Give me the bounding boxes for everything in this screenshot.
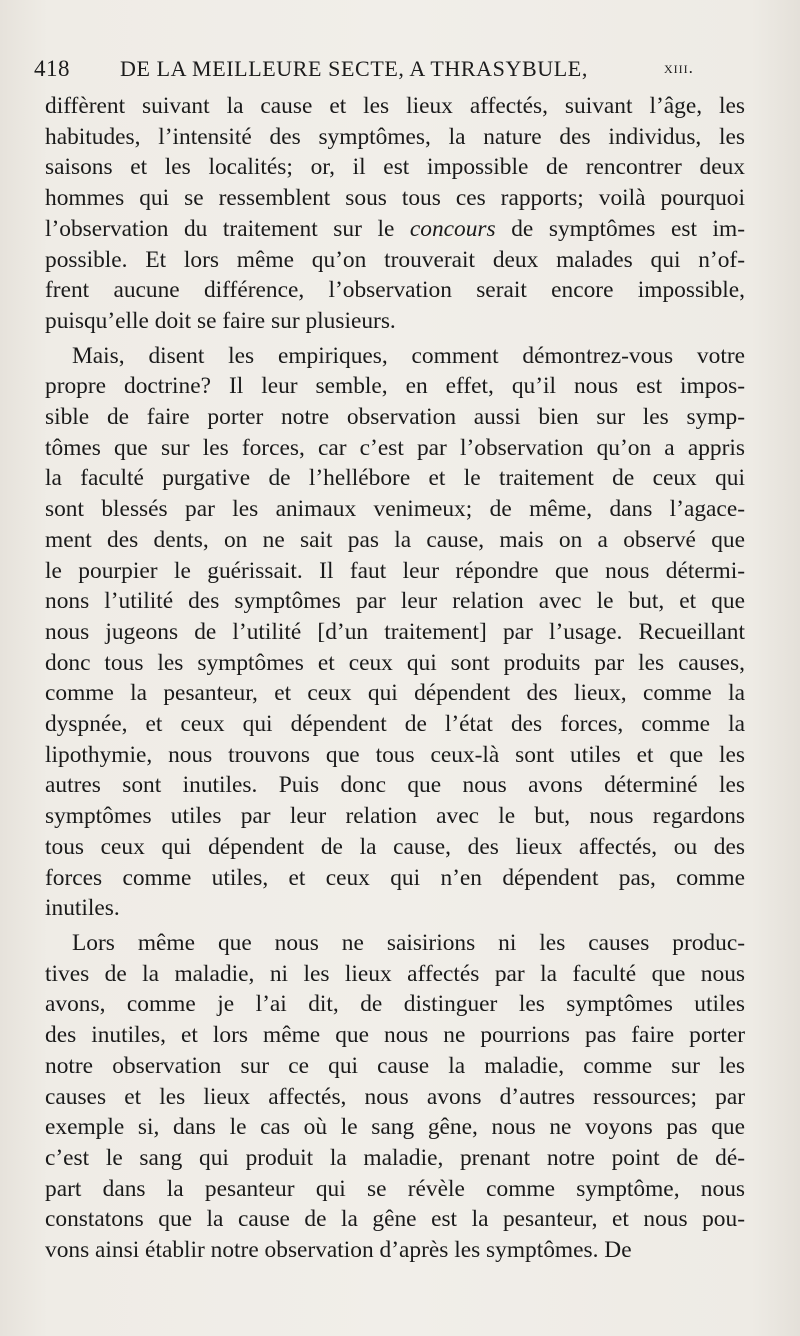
paragraph bbox=[45, 91, 745, 337]
text-line: frent aucune différence, l’observation serait encore impossible, bbox=[45, 277, 745, 304]
text-line: tives de la maladie, ni les lieux affectés par la faculté que nous bbox=[45, 960, 745, 987]
text-line: autres sont inutiles. Puis donc que nous avons déterminé les bbox=[45, 772, 745, 799]
text-line: comme la pesanteur, et ceux qui dépendent des lieux, comme la bbox=[45, 680, 745, 707]
chapter-number: xiii. bbox=[664, 58, 694, 77]
text-line: saisons et les localités; or, il est impossible de rencontrer deux bbox=[45, 154, 745, 181]
paragraph bbox=[45, 928, 745, 1266]
paragraph bbox=[45, 341, 745, 924]
text-line: nous jugeons de l’utilité [d’un traitement] par l’usage. Recueillant bbox=[45, 618, 745, 645]
text-line: tous ceux qui dépendent de la cause, des lieux affectés, ou des bbox=[45, 833, 745, 860]
text-line: constatons que la cause de la gêne est la pesanteur, et nous pou- bbox=[45, 1206, 745, 1233]
text-line: la faculté purgative de l’hellébore et le traitement de ceux qui bbox=[45, 465, 745, 492]
text-line: symptômes utiles par leur relation avec le but, nous regardons bbox=[45, 803, 745, 830]
text-line: sont blessés par les animaux venimeux; de même, dans l’agace- bbox=[45, 496, 745, 523]
text-line bbox=[45, 214, 745, 245]
page-number: 418 bbox=[34, 56, 70, 81]
text-line: ment des dents, on ne sait pas la cause, mais on a observé que bbox=[45, 526, 745, 553]
text-line: Lors même que nous ne saisirions ni les causes produc- bbox=[72, 929, 745, 956]
text-line: part dans la pesanteur qui se révèle comme symptôme, nous bbox=[45, 1175, 745, 1202]
body-text bbox=[45, 91, 745, 1270]
text-line: diffèrent suivant la cause et les lieux affectés, suivant l’âge, les bbox=[45, 93, 745, 119]
text-line: notre observation sur ce qui cause la maladie, comme sur les bbox=[45, 1052, 745, 1079]
text-segment: de symptômes est im- bbox=[495, 215, 745, 242]
page-header bbox=[34, 56, 754, 88]
text-line: sible de faire porter notre observation aussi bien sur les symp- bbox=[45, 404, 745, 431]
text-line: avons, comme je l’ai dit, de distinguer les symptômes utiles bbox=[45, 991, 745, 1018]
text-line: des inutiles, et lors même que nous ne pourrions pas faire porter bbox=[45, 1022, 745, 1049]
text-line: lipothymie, nous trouvons que tous ceux-là sont utiles et que les bbox=[45, 741, 745, 768]
running-title: DE LA MEILLEURE SECTE, A THRASYBULE, bbox=[120, 56, 588, 81]
text-segment: l’observation du traitement sur le bbox=[45, 215, 410, 242]
text-line: c’est le sang qui produit la maladie, prenant notre point de dé- bbox=[45, 1144, 745, 1171]
text-line: exemple si, dans le cas où le sang gêne, nous ne voyons pas que bbox=[45, 1114, 745, 1141]
text-line: possible. Et lors même qu’on trouverait deux malades qui n’of- bbox=[45, 246, 745, 273]
text-line: vons ainsi établir notre observation d’après les symptômes. De bbox=[45, 1237, 632, 1264]
text-line: inutiles. bbox=[45, 895, 120, 922]
text-line: donc tous les symptômes et ceux qui sont produits par les causes, bbox=[45, 649, 745, 676]
text-line: habitudes, l’intensité des symptômes, la nature des individus, les bbox=[45, 123, 745, 150]
text-line: puisqu’elle doit se faire sur plusieurs. bbox=[45, 307, 396, 334]
text-line: le pourpier le guérissait. Il faut leur répondre que nous détermi- bbox=[45, 557, 745, 584]
text-line: forces comme utiles, et ceux qui n’en dépendent pas, comme bbox=[45, 864, 745, 891]
text-line: Mais, disent les empiriques, comment démontrez-vous votre bbox=[72, 342, 745, 369]
text-line: tômes que sur les forces, car c’est par l’observation qu’on a appris bbox=[45, 434, 745, 461]
text-line: hommes qui se ressemblent sous tous ces rapports; voilà pourquoi bbox=[45, 185, 745, 212]
text-line: dyspnée, et ceux qui dépendent de l’état des forces, comme la bbox=[45, 711, 745, 738]
text-line: nons l’utilité des symptômes par leur relation avec le but, et que bbox=[45, 588, 745, 615]
italic-term: concours bbox=[409, 215, 496, 242]
text-line: propre doctrine? Il leur semble, en effet, qu’il nous est impos- bbox=[45, 373, 745, 400]
text-line: causes et les lieux affectés, nous avons d’autres ressources; par bbox=[45, 1083, 745, 1110]
